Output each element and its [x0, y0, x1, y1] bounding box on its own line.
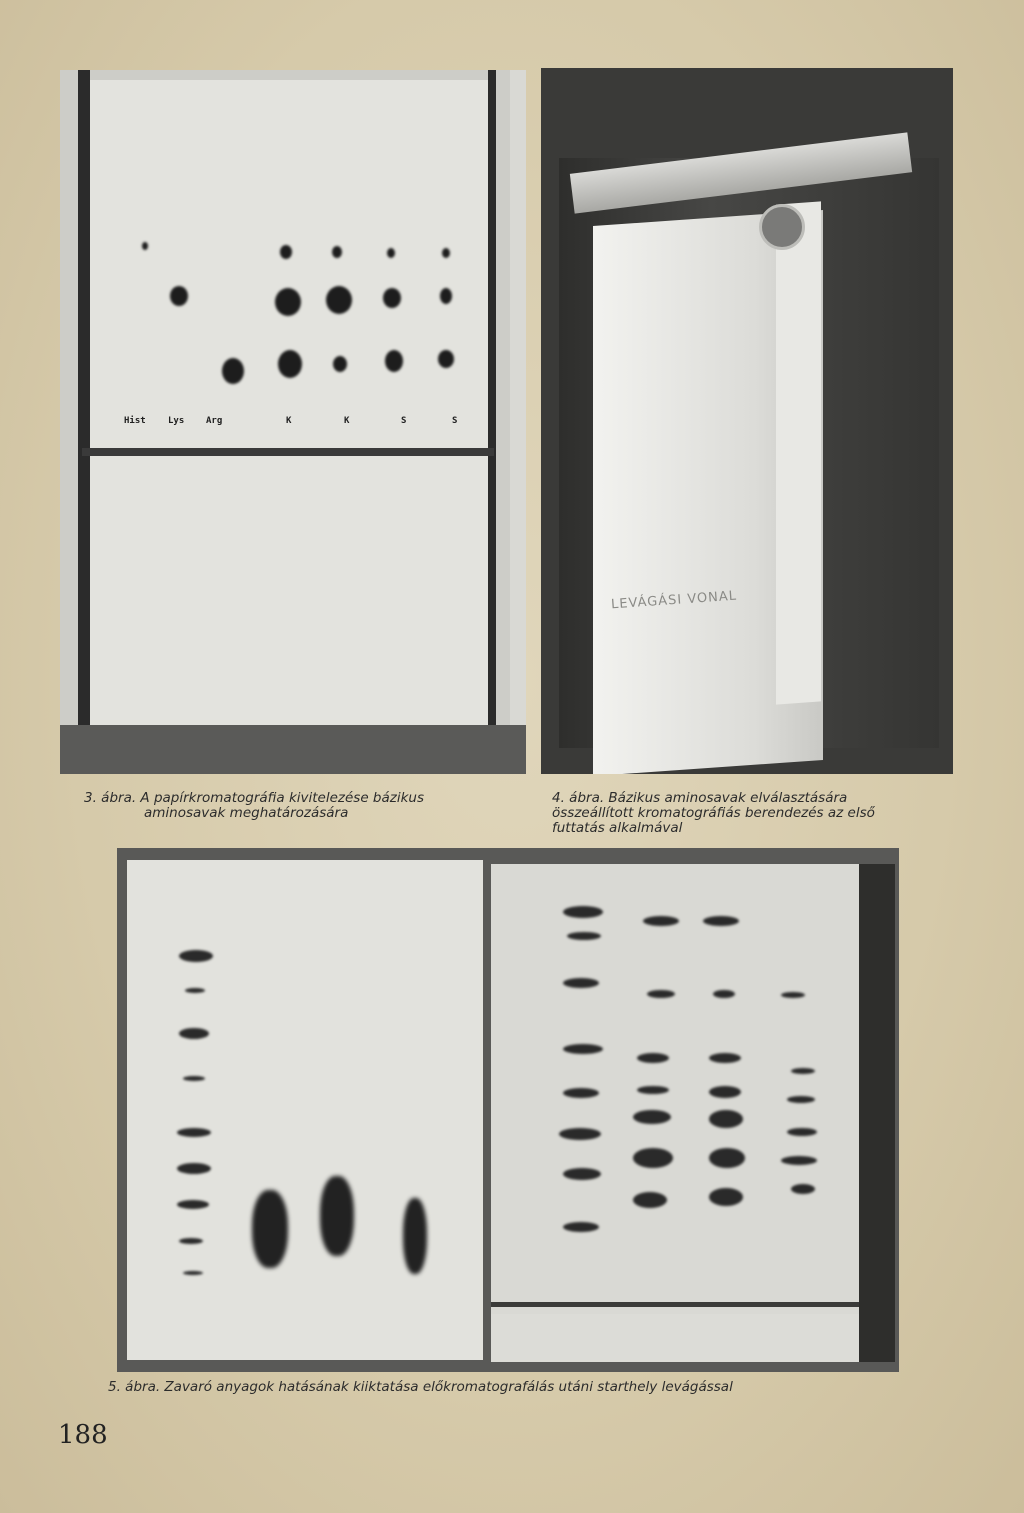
cut-line [491, 1302, 859, 1307]
spot [280, 245, 292, 259]
paper-text: LEVÁGÁSI VONAL [610, 588, 738, 613]
band [559, 1128, 601, 1140]
band [179, 1238, 203, 1244]
lane-label: Lys [168, 416, 185, 426]
frame-right-bar [488, 70, 496, 750]
figure-5-caption: 5. ábra. Zavaró anyagok hatásának kiiktatása előkromatografálás utáni starthely levágással [108, 1379, 733, 1395]
band [709, 1110, 743, 1128]
band [791, 1068, 815, 1074]
band [633, 1148, 673, 1168]
spot [385, 350, 403, 372]
band [563, 906, 603, 918]
band [185, 988, 205, 993]
sample-streak [320, 1176, 354, 1256]
band [563, 1168, 601, 1180]
spot [222, 358, 244, 384]
caption-line: futtatás alkalmával [552, 820, 683, 836]
band [633, 1110, 671, 1124]
band [791, 1184, 815, 1194]
band [177, 1128, 211, 1137]
figure-5-photo [117, 848, 899, 1372]
band [709, 1188, 743, 1206]
spot [275, 288, 301, 316]
spot [438, 350, 454, 368]
figure-4-photo [541, 68, 953, 774]
frame-edge [510, 70, 526, 774]
clip [759, 204, 805, 250]
sample-streak [252, 1190, 288, 1268]
lane-label: S [401, 416, 407, 426]
band [179, 1028, 209, 1039]
band [637, 1053, 669, 1063]
spot [142, 242, 148, 250]
band [781, 1156, 817, 1165]
band [709, 1053, 741, 1063]
lane-label: Hist [124, 416, 146, 426]
left-chromatogram [127, 860, 483, 1360]
band [633, 1192, 667, 1208]
frame-right-bar [859, 864, 895, 1362]
caption-line: aminosavak meghatározására [144, 805, 349, 821]
band [183, 1271, 203, 1275]
caption-line: összeállított kromatográfiás berendezés az első [552, 805, 875, 821]
band [563, 1044, 603, 1054]
lane-label: K [344, 416, 350, 426]
band [177, 1163, 211, 1174]
paper-fold [776, 201, 821, 704]
band [183, 1076, 205, 1081]
band [781, 992, 805, 998]
band [709, 1086, 741, 1098]
caption-line: 3. ábra. A papírkromatográfia kivitelezése bázikus [84, 790, 425, 806]
band [563, 1088, 599, 1098]
spot [387, 248, 395, 258]
right-chromatogram [491, 864, 859, 1314]
band [177, 1200, 209, 1209]
band [563, 978, 599, 988]
spot [440, 288, 452, 304]
figure-3-caption [84, 791, 524, 821]
cut-start-area [491, 1314, 859, 1362]
lane-label: S [452, 416, 458, 426]
band [703, 916, 739, 926]
band [563, 1222, 599, 1232]
band [713, 990, 735, 998]
spot [333, 356, 347, 372]
frame-bottom-bar [60, 725, 526, 774]
band [179, 950, 213, 962]
spot [332, 246, 342, 258]
band [643, 916, 679, 926]
lane-label: Arg [206, 416, 223, 426]
spot [383, 288, 401, 308]
band [787, 1128, 817, 1136]
sample-streak [403, 1198, 427, 1274]
spot [278, 350, 302, 378]
spot [170, 286, 188, 306]
band [637, 1086, 669, 1094]
figure-3-photo [60, 70, 526, 774]
spot [442, 248, 450, 258]
start-line [82, 448, 494, 456]
figure-4-caption [552, 791, 972, 836]
spot [326, 286, 352, 314]
band [709, 1148, 745, 1168]
caption-line: 4. ábra. Bázikus aminosavak elválasztására [552, 790, 848, 806]
page-number: 188 [58, 1420, 108, 1450]
band [567, 932, 601, 940]
frame-left-bar [78, 70, 90, 750]
band [787, 1096, 815, 1103]
band [647, 990, 675, 998]
lane-label: K [286, 416, 292, 426]
chromatography-sheet [90, 80, 490, 740]
